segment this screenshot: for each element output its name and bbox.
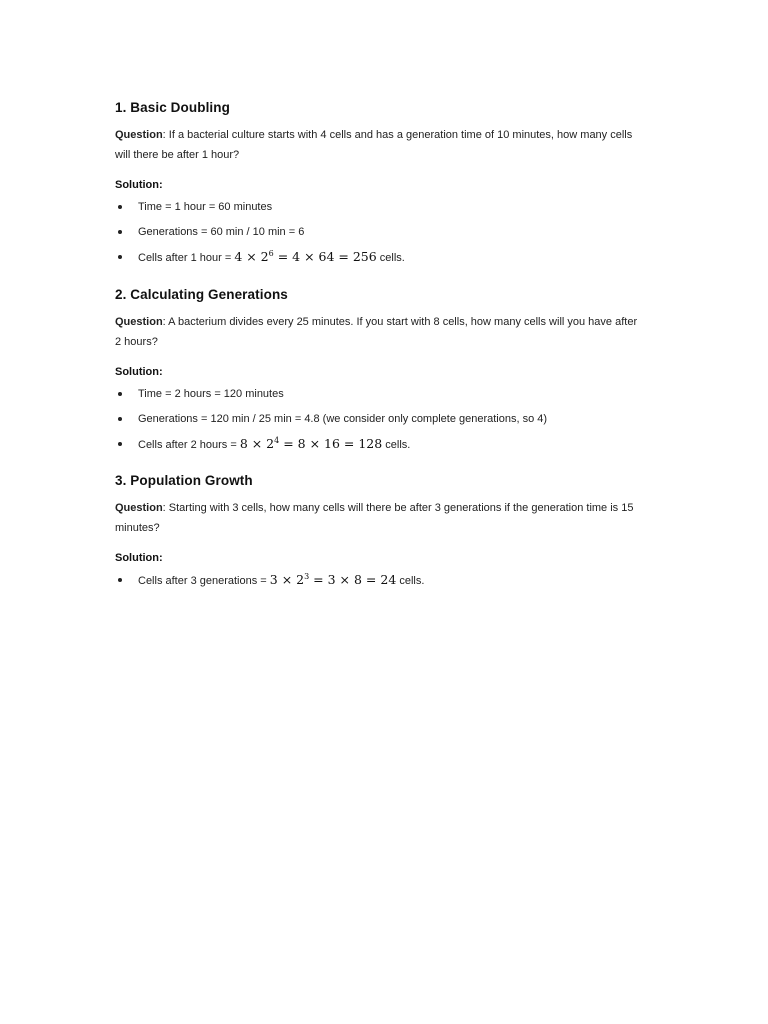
item-suffix: cells. xyxy=(376,252,405,264)
question-paragraph xyxy=(115,126,645,165)
solution-label: Solution: xyxy=(115,366,163,378)
math-result: = 3 × 8 = 24 xyxy=(309,572,397,587)
item-prefix: Cells after 1 hour = xyxy=(138,252,235,264)
math-exponent: 6 xyxy=(268,249,274,258)
question-label: Question xyxy=(115,316,163,328)
question-label: Question xyxy=(115,502,163,514)
solution-label: Solution: xyxy=(115,179,163,191)
math-base: 4 × 2 xyxy=(234,249,269,264)
math-expression xyxy=(270,572,397,587)
item-suffix: cells. xyxy=(382,439,411,451)
list-item xyxy=(115,249,645,266)
list-item: Time = 2 hours = 120 minutes xyxy=(115,386,645,402)
item-suffix: cells. xyxy=(396,575,425,587)
list-item: Time = 1 hour = 60 minutes xyxy=(115,199,645,215)
question-text: : A bacterium divides every 25 minutes. If you start with 8 cells, how many cells will you have after 2 hours? xyxy=(115,316,638,348)
section-calculating-generations xyxy=(115,285,645,462)
math-expression xyxy=(234,249,376,264)
item-prefix: Cells after 2 hours = xyxy=(138,439,240,451)
section-population-growth xyxy=(115,471,645,598)
question-text: : If a bacterial culture starts with 4 cells and has a generation time of 10 minutes, how many cells will there be after 1 hour? xyxy=(115,129,633,161)
question-text: : Starting with 3 cells, how many cells will there be after 3 generations if the generation time is 15 minutes? xyxy=(115,502,634,534)
item-prefix: Cells after 3 generations = xyxy=(138,575,270,587)
list-item xyxy=(115,572,645,589)
list-item xyxy=(115,436,645,453)
solution-list xyxy=(115,386,645,453)
list-item: Generations = 120 min / 25 min = 4.8 (we consider only complete generations, so 4) xyxy=(115,411,645,427)
section-heading: 3. Population Growth xyxy=(115,473,253,488)
section-heading: 2. Calculating Generations xyxy=(115,287,288,302)
question-paragraph xyxy=(115,313,645,352)
solution-list xyxy=(115,199,645,266)
list-item: Generations = 60 min / 10 min = 6 xyxy=(115,224,645,240)
math-base: 8 × 2 xyxy=(239,436,275,451)
math-base: 3 × 2 xyxy=(269,572,305,587)
solution-label: Solution: xyxy=(115,552,163,564)
question-paragraph xyxy=(115,499,645,538)
section-basic-doubling xyxy=(115,98,645,275)
math-exponent: 3 xyxy=(304,572,310,581)
math-result: = 4 × 64 = 256 xyxy=(273,249,377,264)
math-expression xyxy=(240,436,382,451)
section-heading: 1. Basic Doubling xyxy=(115,100,230,115)
solution-list xyxy=(115,572,645,589)
math-exponent: 4 xyxy=(274,436,280,445)
math-result: = 8 × 16 = 128 xyxy=(279,436,383,451)
question-label: Question xyxy=(115,129,163,141)
